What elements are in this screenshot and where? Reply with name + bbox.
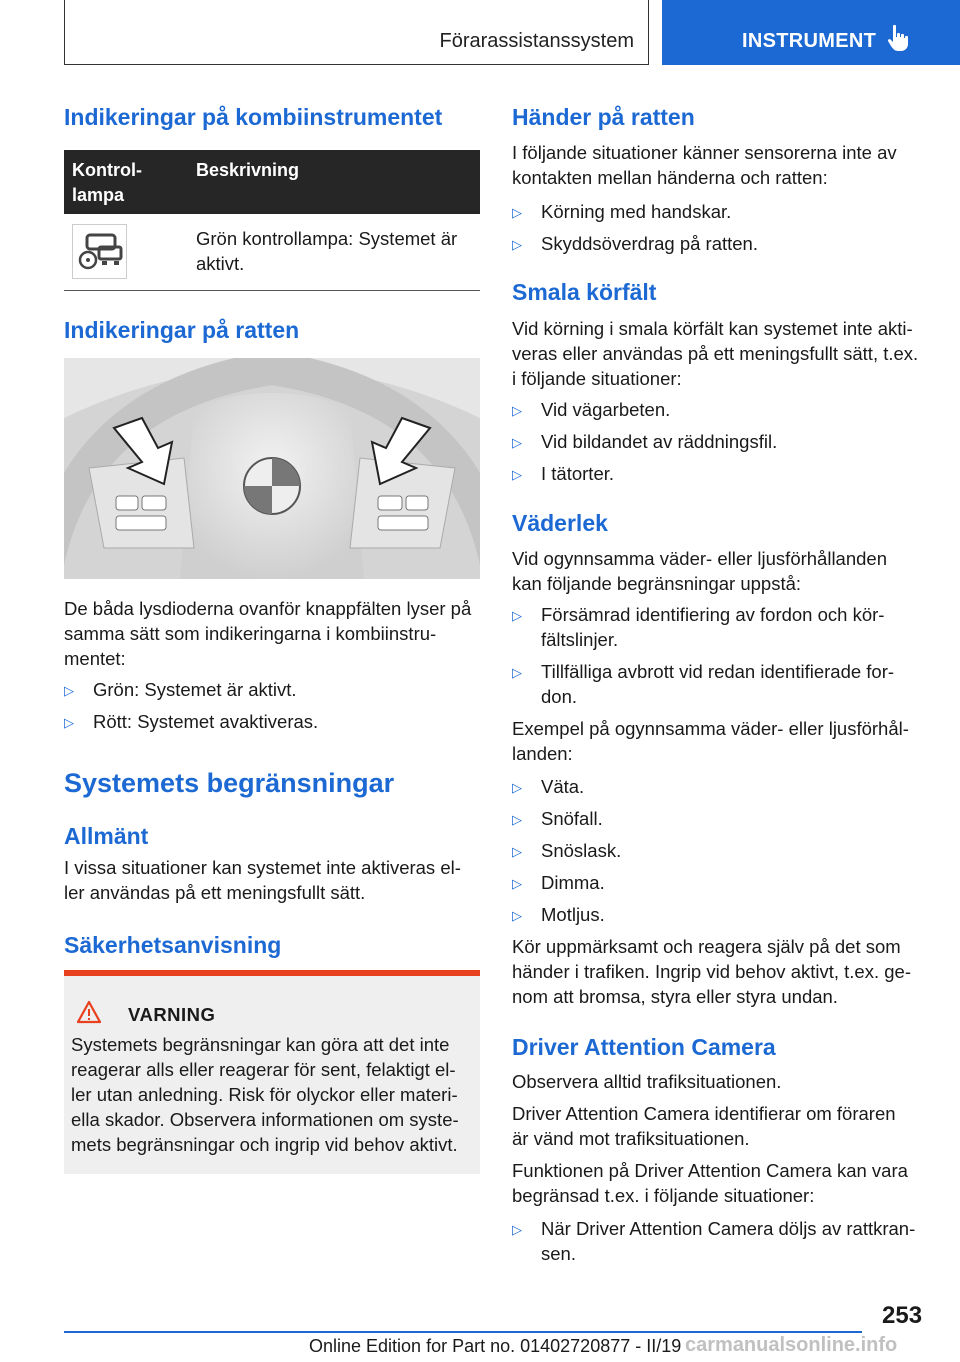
steering-wheel-image [64, 358, 480, 579]
triangle-bullet-icon: ▷ [512, 665, 522, 680]
heading-smala: Smala körfält [512, 279, 657, 305]
hander-para-line1: I följande situationer känner sensorerna inte av [512, 142, 897, 163]
vader-para3-line1: Kör uppmärksamt och reagera själv på det som [512, 936, 901, 957]
lane-assist-indicator-icon [72, 224, 127, 279]
list-item: ▷ I tätorter. [512, 461, 928, 486]
table-row-desc-line2: aktivt. [196, 253, 245, 274]
ratten-para-line1: De båda lysdioderna ovanför knappfälten lyser på [64, 598, 472, 619]
triangle-bullet-icon: ▷ [512, 608, 522, 623]
list-item: ▷ Snöslask. [512, 838, 928, 863]
heading-hander: Händer på ratten [512, 104, 695, 130]
list-item: ▷ Försämrad identifiering av fordon och kör- fältslinjer. [512, 604, 885, 650]
list-item: ▷ Grön: Systemet är aktivt. [64, 677, 480, 702]
header-section-title: Förarassistanssystem [439, 30, 634, 52]
triangle-bullet-icon: ▷ [512, 908, 522, 923]
heading-driver-attention-camera: Driver Attention Camera [512, 1034, 776, 1060]
dac-para3-line2: begränsad t.ex. i följande situationer: [512, 1185, 815, 1206]
table-divider [64, 290, 480, 291]
table-row-desc-line1: Grön kontrollampa: Systemet är [196, 228, 458, 249]
dac-para1: Observera alltid trafiksituationen. [512, 1071, 782, 1092]
dac-para2-line1: Driver Attention Camera identifierar om föraren [512, 1103, 896, 1124]
list-item: ▷ Vid bildandet av räddningsfil. [512, 429, 928, 454]
list-item: ▷ Tillfälliga avbrott vid redan identifierade for- don. [512, 661, 895, 707]
warning-title: VARNING [128, 1004, 216, 1025]
list-item: ▷ Skyddsöverdrag på ratten. [512, 231, 928, 256]
page-number: 253 [882, 1302, 923, 1329]
warning-text: Systemets begränsningar kan göra att det inte reagerar alls eller reagerar för sent, felaktigt el- ler utan anledning. Risk för olyckor eller materi- ella skador. Observera informationen om syste- mets begränsningar och ingrip vid behov aktivt. [71, 1034, 459, 1155]
triangle-bullet-icon: ▷ [512, 205, 522, 220]
list-item: ▷ Rött: Systemet avaktiveras. [64, 709, 480, 734]
table-col-beskrivning: Beskrivning [196, 160, 300, 180]
footer-divider [64, 1331, 862, 1333]
ratten-para-line2: samma sätt som indikeringarna i kombiinstru- [64, 623, 437, 644]
warning-box [64, 970, 480, 1174]
header-chapter-box[interactable] [662, 0, 960, 65]
triangle-bullet-icon: ▷ [512, 403, 522, 418]
header-chapter-title: INSTRUMENT [742, 30, 877, 52]
triangle-bullet-icon: ▷ [512, 1222, 522, 1237]
triangle-bullet-icon: ▷ [512, 780, 522, 795]
allmant-para-line1: I vissa situationer kan systemet inte aktiveras el- [64, 857, 461, 878]
triangle-bullet-icon: ▷ [512, 812, 522, 827]
hander-para-line2: kontakten mellan händerna och ratten: [512, 167, 828, 188]
vader-para-line1: Vid ogynnsamma väder- eller ljusförhållanden [512, 548, 888, 569]
table-header [64, 150, 480, 214]
triangle-bullet-icon: ▷ [512, 237, 522, 252]
heading-sakerhetsanvisning: Säkerhetsanvisning [64, 932, 282, 958]
smala-para-line1: Vid körning i smala körfält kan systemet inte akti- [512, 318, 913, 339]
smala-para-line2: veras eller användas på ett meningsfullt sätt, t.ex. [512, 343, 919, 364]
heading-ratten: Indikeringar på ratten [64, 317, 300, 343]
triangle-bullet-icon: ▷ [512, 844, 522, 859]
triangle-bullet-icon: ▷ [512, 876, 522, 891]
vader-para2-line1: Exempel på ogynnsamma väder- eller ljusförhål- [512, 718, 909, 739]
table-col-kontrollampa: Kontrol- lampa [72, 160, 142, 205]
heading-allmant: Allmänt [64, 823, 149, 849]
heading-vaderlek: Väderlek [512, 510, 608, 536]
triangle-bullet-icon: ▷ [64, 683, 74, 698]
footer-edition: Online Edition for Part no. 01402720877 - II/19 [309, 1336, 682, 1356]
list-item: ▷ Motljus. [512, 902, 928, 927]
list-item: ▷ Dimma. [512, 870, 928, 895]
triangle-bullet-icon: ▷ [64, 715, 74, 730]
vader-para2-line2: landen: [512, 743, 573, 764]
smala-para-line3: i följande situationer: [512, 368, 682, 389]
dac-para2-line2: är vänd mot trafiksituationen. [512, 1128, 750, 1149]
list-item: ▷ Snöfall. [512, 806, 928, 831]
dac-para3-line1: Funktionen på Driver Attention Camera kan vara [512, 1160, 908, 1181]
vader-para3-line2: händer i trafiken. Ingrip vid behov aktivt, t.ex. ge- [512, 961, 911, 982]
vader-para3-line3: nom att bromsa, styra eller styra undan. [512, 986, 838, 1007]
heading-kombiinstrument: Indikeringar på kombiinstrumentet [64, 104, 443, 130]
warning-triangle-icon [76, 1000, 102, 1024]
list-item: ▷ Vid vägarbeten. [512, 397, 928, 422]
triangle-bullet-icon: ▷ [512, 467, 522, 482]
list-item: ▷ Körning med handskar. [512, 199, 928, 224]
ratten-para-line3: mentet: [64, 648, 126, 669]
list-item: ▷ När Driver Attention Camera döljs av rattkran- sen. [512, 1218, 916, 1264]
triangle-bullet-icon: ▷ [512, 435, 522, 450]
allmant-para-line2: ler användas på ett meningsfullt sätt. [64, 882, 366, 903]
header-section-box [64, 0, 649, 65]
list-item: ▷ Väta. [512, 774, 928, 799]
footer-watermark[interactable]: carmanualsonline.info [685, 1334, 898, 1356]
vader-para-line2: kan följande begränsningar uppstå: [512, 573, 802, 594]
heading-begransningar: Systemets begränsningar [64, 768, 395, 798]
hand-pointer-icon [888, 24, 912, 52]
